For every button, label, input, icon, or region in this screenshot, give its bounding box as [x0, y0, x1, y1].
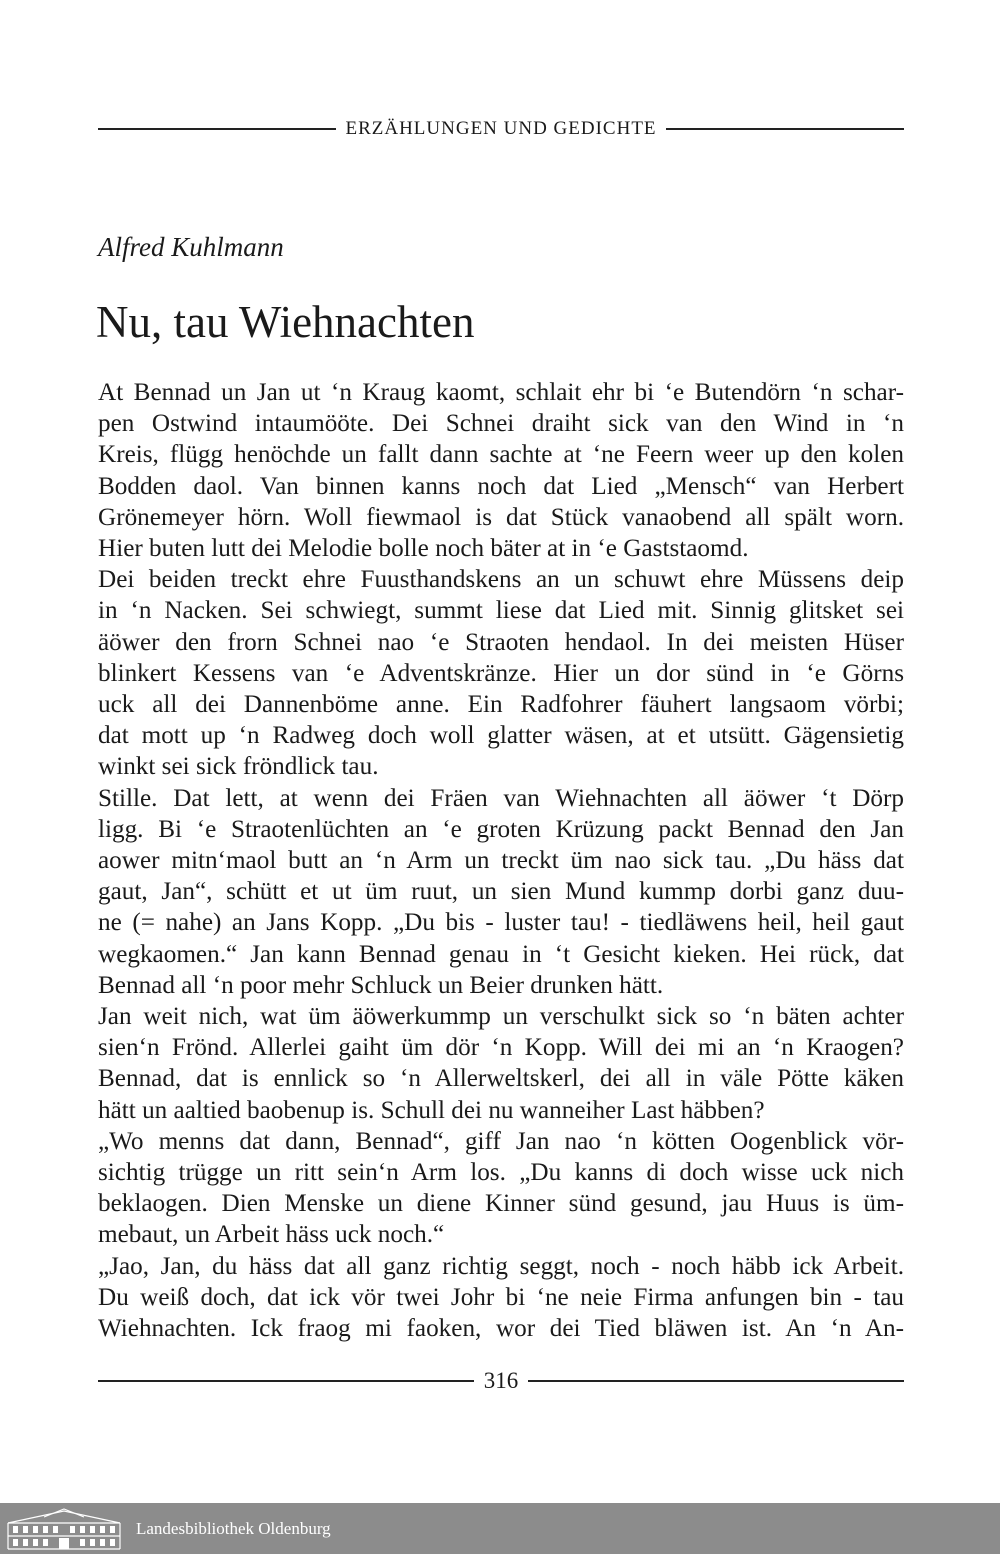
footer-bar — [0, 1503, 1000, 1554]
page-number: 316 — [483, 1368, 519, 1393]
text-line: beklaogen. Dien Menske un diene Kinner sünd gesund, jau Huus is üm- — [98, 1190, 904, 1218]
text-line: Stille. Dat lett, at wenn dei Fräen van Wiehnachten all äöwer ‘t Dörp — [98, 784, 904, 812]
text-line: hätt un aaltied baobenup is. Schull dei nu wanneiher Last häbben? — [98, 1096, 765, 1124]
text-line: Jan weit nich, wat üm äöwerkummp un verschulkt sick so ‘n bäten achter — [98, 1003, 904, 1031]
text-line: At Bennad un Jan ut ‘n Kraug kaomt, schlait ehr bi ‘e Butendörn ‘n schar- — [98, 379, 904, 406]
running-head — [98, 114, 904, 144]
text-line: „Jao, Jan, du häss dat all ganz richtig seggt, noch - noch häbb ick Arbeit. — [98, 1252, 904, 1280]
library-name: Landesbibliothek Oldenburg — [136, 1518, 331, 1538]
folio-rule-left — [98, 1380, 474, 1382]
text-line: ne (= nahe) an Jans Kopp. „Du bis - luster tau! - tiedläwens heil, heil gaut — [98, 909, 904, 937]
folio — [98, 1366, 904, 1396]
library-building-logo-icon — [4, 1507, 124, 1551]
text-line: Bodden daol. Van binnen kanns noch dat Lied „Mensch“ van Herbert — [98, 472, 904, 500]
text-line: Kreis, flügg henöchde un fallt dann sachte at ‘ne Feern weer up den kolen — [98, 441, 904, 469]
running-head-rule-right — [666, 128, 904, 130]
text-line: Bennad, dat is ennlick so ‘n Allerweltskerl, dei all in väle Pötte käken — [98, 1065, 904, 1093]
text-line: winkt sei sick fröndlick tau. — [98, 753, 379, 781]
text-line: Grönemeyer hörn. Woll fiewmaol is dat Stück vanaobend all spält worn. — [98, 503, 904, 531]
author-name: Alfred Kuhlmann — [98, 232, 284, 262]
text-line: wegkaomen.“ Jan kann Bennad genau in ‘t Gesicht kieken. Hei rück, dat — [98, 940, 904, 968]
text-line: in ‘n Nacken. Sei schwiegt, summt liese dat Lied mit. Sinnig glitsket sei — [98, 597, 904, 625]
text-line: mebaut, un Arbeit häss uck noch.“ — [98, 1221, 445, 1249]
text-line: Dei beiden treckt ehre Fuusthandskens an un schuwt ehre Müssens deip — [98, 566, 904, 594]
story-title: Nu, tau Wiehnachten — [96, 297, 475, 347]
text-line: Bennad all ‘n poor mehr Schluck un Beier drunken hätt. — [98, 971, 664, 999]
running-head-label: ERZÄHLUNGEN UND GEDICHTE — [345, 118, 657, 139]
running-head-rule-left — [98, 128, 336, 130]
text-line: sichtig trügge un ritt sein‘n Arm los. „Du kanns di doch wisse uck nich — [98, 1159, 904, 1187]
text-line: Wiehnachten. Ick fraog mi faoken, wor dei Tied bläwen ist. An ‘n An- — [98, 1315, 904, 1343]
text-line: Du weiß doch, dat ick vör twei Johr bi ‘ne neie Firma anfungen bin - tau — [98, 1283, 904, 1311]
text-line: sien‘n Frönd. Allerlei gaiht üm dör ‘n Kopp. Will dei mi an ‘n Kraogen? — [98, 1034, 904, 1062]
text-line: äöwer den frorn Schnei nao ‘e Straoten hendaol. In dei meisten Hüser — [98, 628, 904, 656]
text-line: dat mott up ‘n Radweg doch woll glatter wäsen, at et utsütt. Gägensietig — [98, 722, 904, 750]
text-line: uck all dei Dannenböme anne. Ein Radfohrer fäuhert langsaom vörbi; — [98, 691, 904, 719]
text-line: „Wo menns dat dann, Bennad“, giff Jan nao ‘n kötten Oogenblick vör- — [98, 1127, 904, 1155]
folio-rule-right — [528, 1380, 904, 1382]
text-line: gaut, Jan“, schütt et ut üm ruut, un sien Mund kummp dorbi ganz duu- — [98, 878, 904, 906]
text-line: blinkert Kessens van ‘e Adventskränze. Hier un dor sünd in ‘e Görns — [98, 659, 904, 687]
text-line: Hier buten lutt dei Melodie bolle noch bäter at in ‘e Gaststaomd. — [98, 535, 749, 563]
text-line: pen Ostwind intaumööte. Dei Schnei draiht sick van den Wind in ‘n — [98, 410, 904, 438]
text-line: ligg. Bi ‘e Straotenlüchten an ‘e groten Krüzung packt Bennad den Jan — [98, 815, 904, 843]
story-body — [98, 377, 904, 1344]
text-line: aower mitn‘maol butt an ‘n Arm un treckt üm nao sick tau. „Du häss dat — [98, 847, 904, 875]
